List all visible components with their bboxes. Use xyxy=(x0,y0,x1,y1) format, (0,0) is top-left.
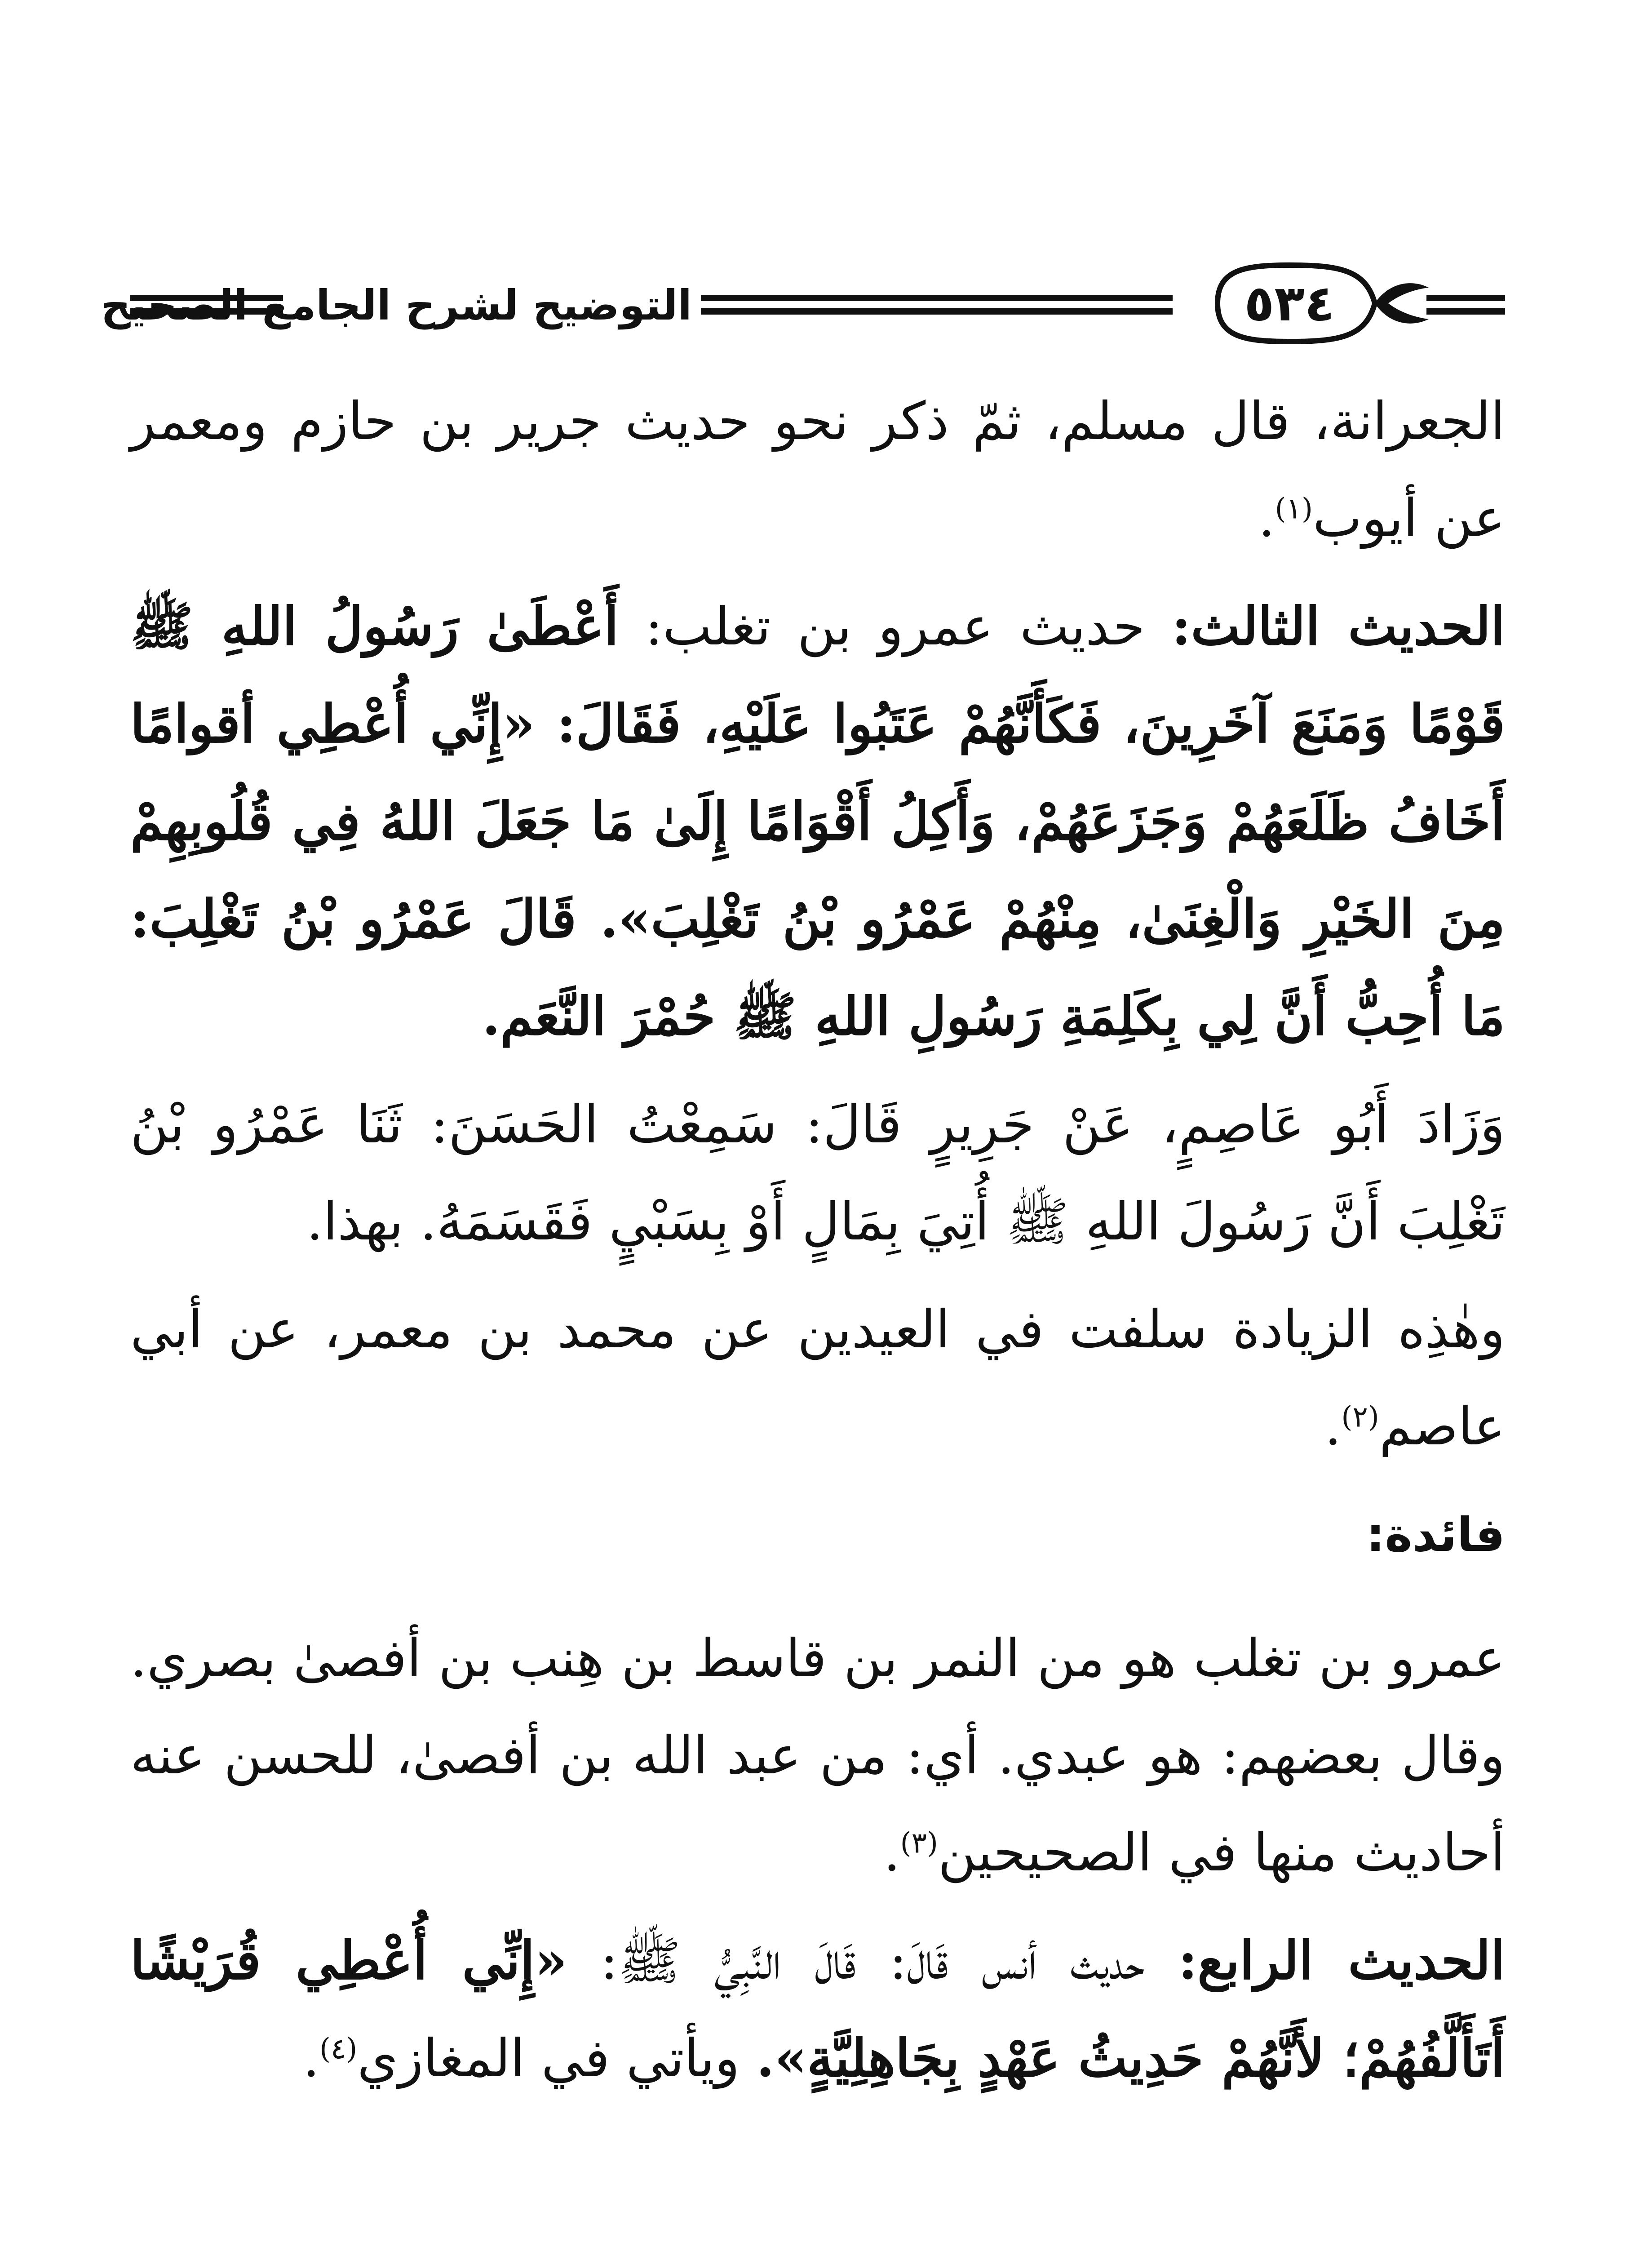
paragraph-text: حديث أنس قَالَ: قَالَ النَّبِيُّ ﷺ: xyxy=(567,1931,1178,1991)
paragraph xyxy=(130,1076,1505,1270)
paragraph xyxy=(130,373,1505,567)
paragraph xyxy=(130,1281,1505,1475)
hadith-text: أَعْطَىٰ رَسُولُ اللهِ ﷺ قَوْمًا وَمَنَعَ آخَرِينَ، فَكَأَنَّهُمْ عَتَبُوا عَلَيْهِ، فَقَالَ: «إِنِّي أُعْطِي أقوامًا أَخَافُ ظَلَعَهُمْ وَجَزَعَهُمْ، وَأَكِلُ أَقْوَامًا إِلَىٰ مَا جَعَلَ اللهُ فِي قُلُوبِهِمْ مِنَ الخَيْرِ وَالْغِنَىٰ، مِنْهُمْ عَمْرُو بْنُ تَغْلِبَ». قَالَ عَمْرُو بْنُ تَغْلِبَ: مَا أُحِبُّ أَنَّ لِي بِكَلِمَةِ رَسُولِ اللهِ ﷺ حُمْرَ النَّعَم. xyxy=(130,596,1505,1047)
paragraph-end: . xyxy=(1324,1396,1342,1457)
header-rule-middle xyxy=(701,291,1173,318)
paragraph-text: الجعرانة، قال مسلم، ثمّ ذكر نحو حديث جرير بن حازم ومعمر عن أيوب xyxy=(130,391,1505,549)
footnote-ref: (١) xyxy=(1275,492,1313,526)
paragraph-text: وهٰذِه الزيادة سلفت في العيدين عن محمد بن معمر، عن أبي عاصم xyxy=(130,1299,1505,1457)
paragraph-text: وَزَادَ أَبُو عَاصِمٍ، عَنْ جَرِيرٍ قَالَ: سَمِعْتُ الحَسَنَ: ثَنَا عَمْرُو بْنُ تَغْلِبَ أَنَّ رَسُولَ اللهِ ﷺ أُتِيَ بِمَالٍ أَوْ بِسَبْيٍ فَقَسَمَهُ. بهذا. xyxy=(130,1094,1505,1252)
paragraph-text: حديث عمرو بن تغلب: xyxy=(618,596,1172,657)
running-title: التوضيح لشرح الجامع الصحيح xyxy=(101,281,692,329)
paragraph-end: . xyxy=(1258,488,1275,549)
page-number: ٥٣٤ xyxy=(1244,275,1335,332)
paragraph-end: . xyxy=(883,1822,900,1883)
page-header xyxy=(101,252,1505,355)
hadith-heading: الحديث الثالث: xyxy=(1171,596,1506,657)
paragraph-end: . xyxy=(303,2028,319,2089)
main-text xyxy=(130,373,1505,2118)
hadith-heading: الحديث الرابع: xyxy=(1178,1930,1505,1991)
paragraph-text: عمرو بن تغلب هو من النمر بن قاسط بن هِنب بن أفصىٰ بصري. وقال بعضهم: هو عبدي. أي: من عبد الله بن أفصىٰ، للحسن عنه أحاديث منها في الصحيحين xyxy=(130,1628,1505,1883)
paragraph xyxy=(130,1912,1505,2107)
hadith-text: «إِنِّي أُعْطِي قُرَيْشًا أَتَأَلَّفُهُمْ؛ لأَنَّهُمْ حَدِيثُ عَهْدٍ بِجَاهِلِيَّةٍ». xyxy=(130,1930,1505,2089)
paragraph-text: ويأتي في المغازي xyxy=(357,2028,757,2089)
book-page xyxy=(101,0,1506,2247)
paragraph xyxy=(130,1610,1505,1901)
section-label: فائدة: xyxy=(1366,1507,1505,1562)
paragraph xyxy=(130,578,1505,1066)
footnote-ref: (٣) xyxy=(900,1826,938,1860)
page-number-ornament xyxy=(1177,252,1505,355)
footnote-ref: (٢) xyxy=(1341,1400,1379,1434)
footnote-ref: (٤) xyxy=(319,2032,358,2066)
